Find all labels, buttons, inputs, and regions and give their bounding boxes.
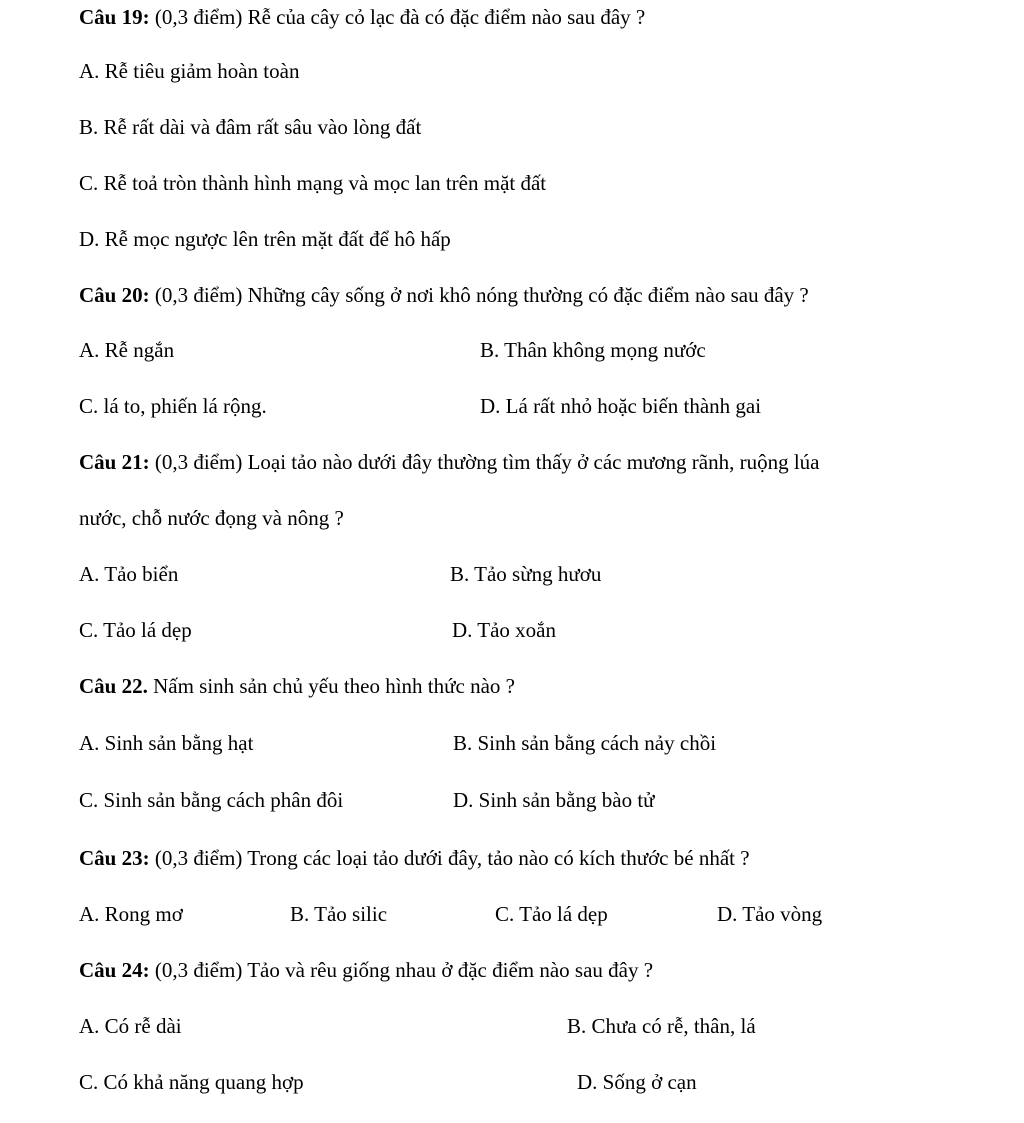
question-label: Câu 22. xyxy=(79,674,148,698)
option-b: B. Thân không mọng nước xyxy=(480,338,706,362)
option-c: C. Có khả năng quang hợp xyxy=(79,1070,304,1094)
option-b: B. Tảo sừng hươu xyxy=(450,562,602,586)
option-a: A. Rễ tiêu giảm hoàn toàn xyxy=(79,59,300,83)
question-20 xyxy=(79,282,809,308)
question-21-continuation: nước, chỗ nước đọng và nông ? xyxy=(79,506,344,530)
question-text: (0,3 điểm) Những cây sống ở nơi khô nóng thường có đặc điểm nào sau đây ? xyxy=(149,283,809,307)
option-a: A. Tảo biển xyxy=(79,562,179,586)
option-d: D. Tảo vòng xyxy=(717,902,823,926)
option-a: A. Rễ ngắn xyxy=(79,338,175,362)
option-c: C. Tảo lá dẹp xyxy=(79,618,192,642)
question-text: (0,3 điểm) Tảo và rêu giống nhau ở đặc điểm nào sau đây ? xyxy=(149,958,654,982)
question-24 xyxy=(79,957,653,983)
question-21 xyxy=(79,449,820,475)
question-label: Câu 23: xyxy=(79,846,150,870)
option-d: D. Lá rất nhỏ hoặc biến thành gai xyxy=(480,394,762,418)
question-label: Câu 21: xyxy=(79,450,150,474)
option-c: C. Sinh sản bằng cách phân đôi xyxy=(79,788,344,812)
option-b: B. Sinh sản bằng cách nảy chồi xyxy=(453,731,717,755)
question-label: Câu 19: xyxy=(79,5,150,29)
option-b: B. Rễ rất dài và đâm rất sâu vào lòng đất xyxy=(79,115,422,139)
option-c: C. lá to, phiến lá rộng. xyxy=(79,394,267,418)
question-text: (0,3 điểm) Trong các loại tảo dưới đây, tảo nào có kích thước bé nhất ? xyxy=(149,846,750,870)
option-a: A. Rong mơ xyxy=(79,902,183,926)
question-19 xyxy=(79,4,645,30)
option-d: D. Sinh sản bằng bào tử xyxy=(453,788,655,812)
option-d: D. Rễ mọc ngược lên trên mặt đất để hô hấp xyxy=(79,227,451,251)
option-d: D. Tảo xoắn xyxy=(452,618,557,642)
question-text: (0,3 điểm) Rễ của cây cỏ lạc đà có đặc điểm nào sau đây ? xyxy=(149,5,646,29)
option-b: B. Chưa có rễ, thân, lá xyxy=(567,1014,756,1038)
option-d: D. Sống ở cạn xyxy=(577,1070,697,1094)
option-b: B. Tảo silic xyxy=(290,902,388,926)
question-text: Nấm sinh sản chủ yếu theo hình thức nào ? xyxy=(147,674,515,698)
option-a: A. Có rễ dài xyxy=(79,1014,182,1038)
option-c: C. Rễ toả tròn thành hình mạng và mọc lan trên mặt đất xyxy=(79,171,547,195)
option-c: C. Tảo lá dẹp xyxy=(495,902,608,926)
question-label: Câu 20: xyxy=(79,283,150,307)
question-text: (0,3 điểm) Loại tảo nào dưới đây thường tìm thấy ở các mương rãnh, ruộng lúa xyxy=(149,450,820,474)
question-label: Câu 24: xyxy=(79,958,150,982)
question-22 xyxy=(79,673,515,699)
option-a: A. Sinh sản bằng hạt xyxy=(79,731,254,755)
question-23 xyxy=(79,845,750,871)
